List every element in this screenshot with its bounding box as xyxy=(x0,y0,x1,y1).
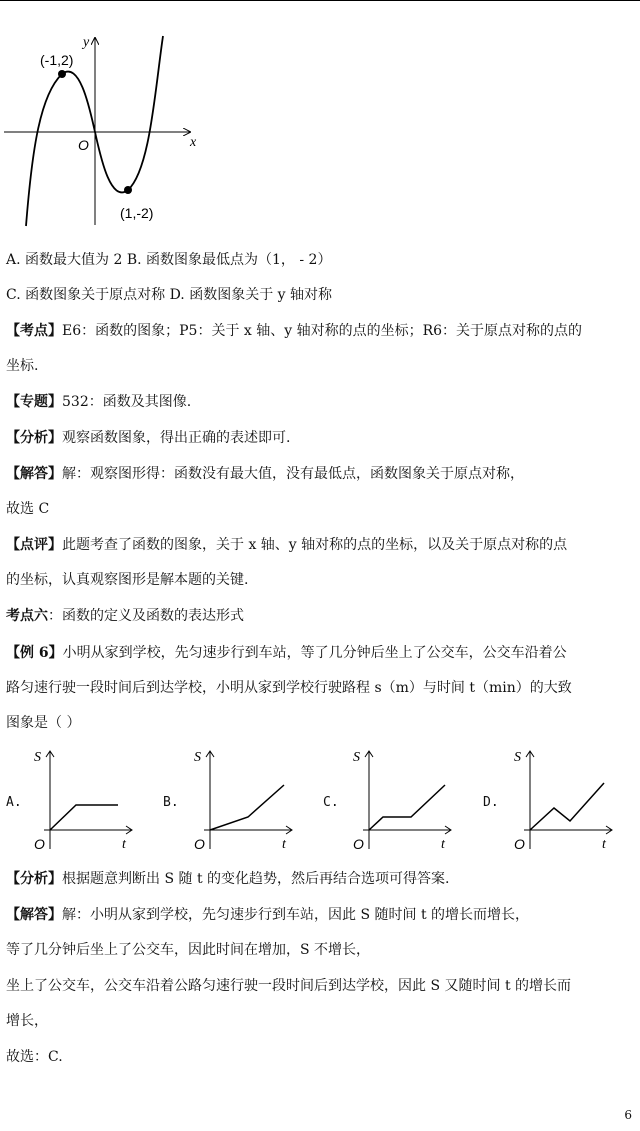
jieda2-tag: 【解答】 xyxy=(6,907,62,923)
jieda-line xyxy=(6,458,634,491)
min-point-label: (1,-2) xyxy=(120,205,154,221)
fenxi-line xyxy=(6,422,634,455)
x-label: t xyxy=(602,837,606,852)
fenxi2-text: 根据题意判断出 S 随 t 的变化趋势，然后再结合选项可得答案. xyxy=(62,871,450,887)
fenxi-tag: 【分析】 xyxy=(6,430,62,446)
jieda2-line-4: 增长， xyxy=(6,1013,48,1029)
max-point-label: (-1,2) xyxy=(40,52,74,68)
origin-label: O xyxy=(34,836,45,852)
option-a-label: A. xyxy=(6,795,22,810)
jieda-text: 解：观察图形得：函数没有最大值，没有最低点，函数图象关于原点对称， xyxy=(62,466,524,482)
graph-line xyxy=(50,805,118,830)
section-heading xyxy=(6,600,634,633)
y-axis-label: y xyxy=(83,35,90,50)
dianping-line-2: 的坐标，认真观察图形是解本题的关键. xyxy=(6,572,249,588)
origin-label: O xyxy=(514,836,525,852)
max-point xyxy=(58,70,66,78)
x-label: t xyxy=(122,837,126,852)
y-label: S xyxy=(514,750,521,765)
section-text: ：函数的定义及函数的表达形式 xyxy=(48,608,244,624)
zhuanti-tag: 【专题】 xyxy=(6,394,62,410)
kaodian-text: E6：函数的图象；P5：关于 x 轴、y 轴对称的点的坐标；R6：关于原点对称的点的 xyxy=(62,323,583,339)
y-label: S xyxy=(194,750,201,765)
zhuanti-text: 532：函数及其图像. xyxy=(62,394,192,410)
choices-line-2: C. 函数图象关于原点对称 D. 函数图象关于 y 轴对称 xyxy=(6,287,332,303)
y-label: S xyxy=(353,750,360,765)
fenxi2-tag: 【分析】 xyxy=(6,871,62,887)
zhuanti-line xyxy=(6,386,634,419)
option-a-graph xyxy=(26,745,136,855)
example-tag: 【例 6】 xyxy=(6,645,63,661)
fenxi-text: 观察函数图象，得出正确的表述即可. xyxy=(62,430,291,446)
option-b-label: B. xyxy=(163,795,179,810)
graph-line xyxy=(530,783,604,830)
x-axis-label: x xyxy=(190,135,197,150)
kaodian-tag: 【考点】 xyxy=(6,323,62,339)
dianping-text: 此题考查了函数的图象，关于 x 轴、y 轴对称的点的坐标，以及关于原点对称的点 xyxy=(62,537,568,553)
dianping-line-1 xyxy=(6,529,634,562)
example-line-3: 图象是（ ） xyxy=(6,715,81,731)
jieda2-answer: 故选：C. xyxy=(6,1049,63,1065)
jieda2-line-3: 坐上了公交车，公交车沿着公路匀速行驶一段时间后到达学校，因此 S 又随时间 t 的增长而 xyxy=(6,978,572,994)
jieda-answer: 故选 C xyxy=(6,501,50,517)
top-rule xyxy=(0,0,640,1)
graph-line xyxy=(210,785,284,830)
option-d-graph xyxy=(506,745,616,855)
jieda2-text: 解：小明从家到学校，先匀速步行到车站，因此 S 随时间 t 的增长而增长， xyxy=(62,907,530,923)
example-line-1 xyxy=(6,637,634,670)
jieda2-line-2: 等了几分钟后坐上了公交车，因此时间在增加，S 不增长， xyxy=(6,942,371,958)
x-label: t xyxy=(282,837,286,852)
example-text: 小明从家到学校，先匀速步行到车站，等了几分钟后坐上了公交车，公交车沿着公 xyxy=(62,645,567,661)
page-number: 6 xyxy=(624,1108,632,1122)
example-line-2: 路匀速行驶一段时间后到达学校，小明从家到学校行驶路程 s（m）与时间 t（min）的大致 xyxy=(6,680,572,696)
origin-label: O xyxy=(78,137,89,153)
choices-line-1: A. 函数最大值为 2 B. 函数图象最低点为（1， - 2） xyxy=(6,252,332,268)
jieda-tag: 【解答】 xyxy=(6,466,62,482)
min-point xyxy=(124,186,132,194)
fenxi2-line xyxy=(6,863,634,896)
option-c-label: C. xyxy=(323,795,339,810)
jieda2-line-1 xyxy=(6,899,634,932)
kaodian-line-2: 坐标. xyxy=(6,358,39,374)
cubic-function-graph xyxy=(0,30,210,230)
option-d-label: D. xyxy=(483,795,499,810)
section-tag: 考点六 xyxy=(6,608,48,624)
kaodian-line-1 xyxy=(6,315,634,348)
y-label: S xyxy=(34,750,41,765)
origin-label: O xyxy=(353,836,364,852)
origin-label: O xyxy=(194,836,205,852)
x-label: t xyxy=(441,837,445,852)
option-c-graph xyxy=(345,745,455,855)
dianping-tag: 【点评】 xyxy=(6,537,62,553)
graph-line xyxy=(369,785,445,830)
option-b-graph xyxy=(186,745,296,855)
